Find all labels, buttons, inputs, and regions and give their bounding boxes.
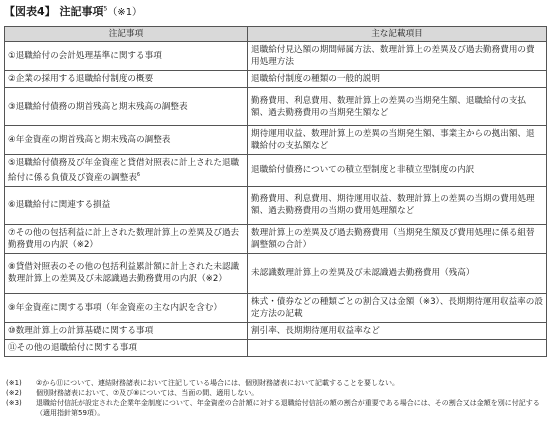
row-description: 勤務費用、利息費用、数理計算上の差異の当期発生額、退職給付の支払額、過去勤務費用の当期発生額など <box>248 88 547 126</box>
footnote <box>6 398 544 418</box>
table-row <box>5 253 547 293</box>
table-row <box>5 322 547 339</box>
row-item: ⑥退職給付に関連する損益 <box>5 186 248 224</box>
table-row <box>5 126 547 155</box>
row-description: 数理計算上の差異及び過去勤務費用（当期発生額及び費用処理に係る組替調整額の合計） <box>248 224 547 253</box>
row-item: ⑧貸借対照表のその他の包括利益累計額に計上された未認識数理計算上の差異及び未認識過去勤務費用の内訳（※2） <box>5 253 248 293</box>
footnote <box>6 388 544 398</box>
row-description: 期待運用収益、数理計算上の差異の当期発生額、事業主からの拠出額、退職給付の支払額など <box>248 126 547 155</box>
row-description: 未認識数理計算上の差異及び未認識過去勤務費用（残高） <box>248 253 547 293</box>
footnote-mark: (※2) <box>6 389 22 397</box>
row-description: 割引率、長期期待運用収益率など <box>248 322 547 339</box>
table-row <box>5 293 547 322</box>
row-item: ⑪その他の退職給付に関する事項 <box>5 339 248 356</box>
table-row <box>5 88 547 126</box>
figure-title-note: （※1） <box>107 7 143 18</box>
table-row <box>5 42 547 71</box>
row-item: ②企業の採用する退職給付制度の概要 <box>5 71 248 88</box>
row-item: ⑨年金資産に関する事項（年金資産の主な内訳を含む） <box>5 293 248 322</box>
footnote-text: ②から⑪について、連結財務諸表において注記している場合には、個別財務諸表において記載することを要しない。 <box>36 379 399 387</box>
table-row <box>5 186 547 224</box>
row-item <box>5 155 248 187</box>
row-description: 株式・債券などの種類ごとの割合又は金額（※3）、長期期待運用収益率の設定方法の記載 <box>248 293 547 322</box>
footnote-mark: (※1) <box>6 379 22 387</box>
row-item-text: ⑤退職給付債務及び年金資産と貸借対照表に計上された退職給付に係る負債及び資産の調整表 <box>8 158 240 183</box>
table-row <box>5 155 547 187</box>
header-main-contents: 主な記載項目 <box>248 27 547 42</box>
row-description: 退職給付見込額の期間帰属方法、数理計算上の差異及び過去勤務費用の費用処理方法 <box>248 42 547 71</box>
figure-title-footnote-ref: 5 <box>103 5 108 13</box>
header-disclosure-item: 注記事項 <box>5 27 248 42</box>
table-row <box>5 339 547 356</box>
row-description: 勤務費用、利息費用、期待運用収益、数理計算上の差異の当期の費用処理額、過去勤務費用の当期の費用処理額など <box>248 186 547 224</box>
figure-title <box>4 3 142 19</box>
footnote-ref: 6 <box>136 172 141 178</box>
footnote <box>6 378 544 388</box>
table-row <box>5 224 547 253</box>
footnote-text: 個別財務諸表において、⑦及び⑧については、当面の間、適用しない。 <box>36 389 259 397</box>
footnote-mark: (※3) <box>6 399 22 407</box>
footnote-text: 退職給付信託が設定された企業年金制度について、年金資産の合計額に対する退職給付信託の額の割合が重要である場合には、その割合又は金額を別に付記する（適用指針第59項）。 <box>36 399 540 417</box>
row-description <box>248 339 547 356</box>
row-description: 退職給付制度の種類の一般的説明 <box>248 71 547 88</box>
row-item: ⑩数理計算上の計算基礎に関する事項 <box>5 322 248 339</box>
row-item: ③退職給付債務の期首残高と期末残高の調整表 <box>5 88 248 126</box>
row-item: ①退職給付の会計処理基準に関する事項 <box>5 42 248 71</box>
table-row <box>5 71 547 88</box>
figure-title-text: 【図表4】 注記事項 <box>4 5 104 18</box>
row-description: 退職給付債務についての積立型制度と非積立型制度の内訳 <box>248 155 547 187</box>
disclosure-table <box>4 26 547 357</box>
table-header-row <box>5 27 547 42</box>
row-item: ⑦その他の包括利益に計上された数理計算上の差異及び過去勤務費用の内訳（※2） <box>5 224 248 253</box>
footnotes <box>6 378 544 418</box>
row-item: ④年金資産の期首残高と期末残高の調整表 <box>5 126 248 155</box>
